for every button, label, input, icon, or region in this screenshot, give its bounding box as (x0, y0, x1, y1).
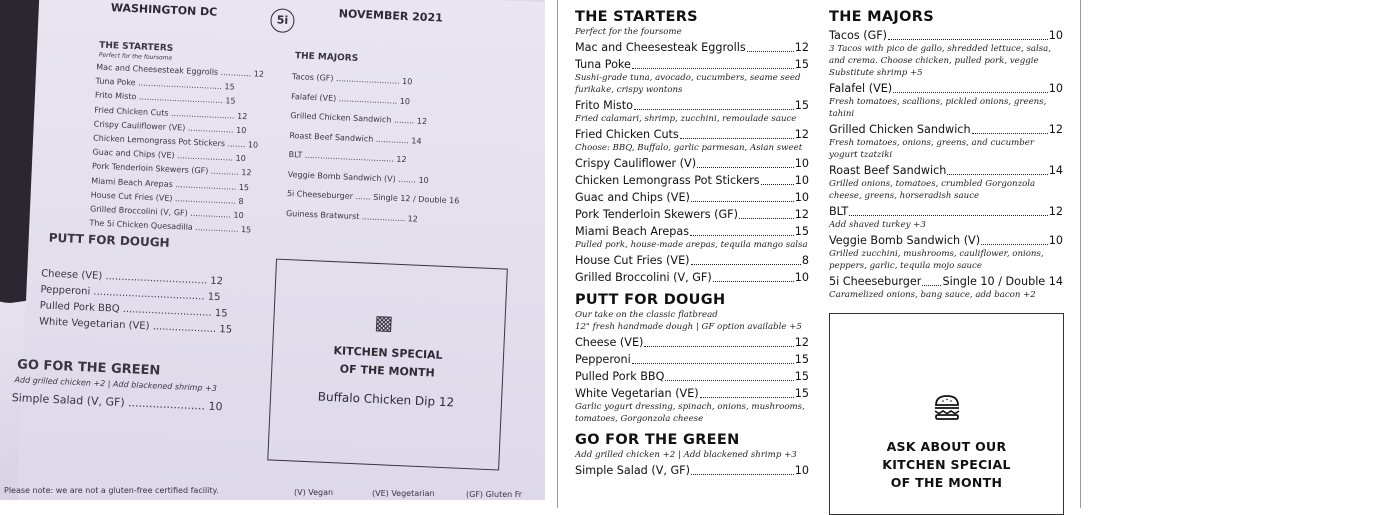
photo-line: Falafel (VE) ....................... 10 (290, 91, 411, 106)
item-price: 15 (794, 370, 809, 383)
leader-dots (691, 201, 794, 202)
item-name: Guac and Chips (VE) (575, 191, 690, 204)
menu-item (829, 122, 1063, 137)
photo-header-left: WASHINGTON DC (110, 1, 218, 19)
leader-dots (922, 285, 941, 286)
leader-dots (690, 235, 794, 236)
photo-line: Mac and Cheesesteak Eggrolls ............ 12 (96, 62, 265, 79)
item-price: 12 (1048, 205, 1063, 218)
menu-item (575, 40, 809, 55)
item-price: 14 (1048, 164, 1063, 177)
menu-item (575, 253, 809, 268)
dough-list (575, 335, 809, 425)
leader-dots (713, 281, 794, 282)
item-price: 15 (794, 387, 809, 400)
menu-item (575, 369, 809, 384)
photo-special-box (267, 259, 508, 471)
photo-starters-sub: Perfect for the foursome (98, 51, 173, 62)
photo-line: Grilled Broccolini (V, GF) ................ 10 (89, 204, 244, 221)
photo-starters-list (89, 61, 264, 239)
leader-dots (680, 138, 794, 139)
photo-dough-list (39, 266, 235, 338)
burger-icon (932, 392, 962, 422)
menu-item (575, 127, 809, 142)
item-description: Fried calamari, shrimp, zucchini, remoulade sauce (575, 114, 797, 124)
photo-majors-list (286, 67, 465, 230)
item-price: 15 (794, 225, 809, 238)
photo-line: Crispy Cauliflower (VE) .................. 10 (93, 119, 247, 135)
menu-panel (557, 0, 1081, 508)
menu-item (575, 386, 809, 401)
item-price: 15 (794, 99, 809, 112)
item-price: 12 (794, 41, 809, 54)
item-description: Fresh tomatoes, scallions, pickled onions, greens, tahini (829, 97, 1047, 119)
item-name: Pulled Pork BBQ (575, 370, 665, 383)
menu-item (829, 274, 1063, 289)
majors-title: THE MAJORS (829, 9, 934, 25)
item-price: 15 (794, 58, 809, 71)
photo-line: 5i Cheeseburger ...... Single 12 / Double 16 (286, 188, 460, 206)
special-line-1: ASK ABOUT OUR (886, 439, 1007, 454)
item-name: Pepperoni (575, 353, 631, 366)
photo-line: Guiness Bratwurst ................. 12 (285, 208, 419, 224)
item-name: Chicken Lemongrass Pot Stickers (575, 174, 760, 187)
item-description: Choose: BBQ, Buffalo, garlic parmesan, Asian sweet (575, 143, 803, 153)
menu-item (829, 204, 1063, 219)
item-description: 3 Tacos with pico de gallo, shredded lettuce, salsa, and crema. Choose chicken, pulled pork, veggie Substitute shrimp +5 (829, 44, 1052, 78)
item-name: Miami Beach Arepas (575, 225, 690, 238)
leader-dots (691, 474, 794, 475)
item-name: Veggie Bomb Sandwich (V) (829, 234, 981, 247)
photo-footnote: Please note: we are not a gluten-free certified facility. (4, 486, 219, 495)
photo-burger-icon: ▩ (373, 309, 394, 335)
item-description: Pulled pork, house-made arepas, tequila mango salsa (575, 240, 808, 250)
photo-line: Guac and Chips (VE) ...................... 10 (92, 147, 246, 164)
menu-item (575, 270, 809, 285)
photo-line: The 5i Chicken Quesadilla ................. 15 (89, 218, 252, 235)
photo-line: Pulled Pork BBQ ............................ 15 (39, 300, 228, 320)
green-section (575, 431, 809, 478)
leader-dots (893, 92, 1048, 93)
item-price: 10 (1048, 82, 1063, 95)
photo-line: Pepperoni ................................... 15 (40, 284, 221, 304)
item-description: Fresh tomatoes, onions, greens, and cucumber yogurt tzatziki (829, 138, 1034, 160)
menu-item (829, 233, 1063, 248)
majors-list (829, 28, 1063, 301)
photo-special-title-2: OF THE MONTH (339, 362, 435, 380)
item-description: Caramelized onions, bang sauce, add bacon +2 (829, 290, 1036, 300)
item-price: 10 (1048, 29, 1063, 42)
item-name: Tuna Poke (575, 58, 631, 71)
photo-legend-vegan: (V) Vegan (294, 488, 334, 497)
photo-line: Tacos (GF) ......................... 10 (291, 72, 413, 87)
leader-dots (739, 218, 794, 219)
leader-dots (632, 363, 794, 364)
photo-line: Cheese (VE) ................................ 12 (40, 268, 224, 288)
photo-line: BLT ................................... 12 (288, 150, 407, 165)
leader-dots (634, 109, 794, 110)
green-title: GO FOR THE GREEN (575, 432, 740, 448)
item-name: Grilled Chicken Sandwich (829, 123, 971, 136)
photo-majors-title: THE MAJORS (294, 51, 359, 64)
item-price: 12 (1048, 123, 1063, 136)
photo-line: Veggie Bomb Sandwich (V) ....... 10 (287, 169, 429, 185)
dough-subtitle-2: 12" fresh handmade dough | GF option available +5 (575, 322, 802, 332)
special-line-2: KITCHEN SPECIAL (882, 457, 1011, 472)
photo-logo: 5i (270, 8, 295, 33)
item-price: 12 (794, 208, 809, 221)
photo-green-title: GO FOR THE GREEN (16, 357, 161, 379)
item-name: Cheese (VE) (575, 336, 644, 349)
item-name: Crispy Cauliflower (V) (575, 157, 697, 170)
item-name: House Cut Fries (VE) (575, 254, 690, 267)
leader-dots (888, 39, 1048, 40)
menu-item (829, 163, 1063, 178)
dough-title: PUTT FOR DOUGH (575, 292, 726, 308)
leader-dots (849, 215, 1048, 216)
leader-dots (697, 167, 794, 168)
photo-line: Pork Tenderloin Skewers (GF) ........... 12 (91, 161, 252, 178)
leader-dots (700, 397, 794, 398)
photo-line: Roast Beef Sandwich ............. 14 (289, 130, 422, 146)
item-name: White Vegetarian (VE) (575, 387, 699, 400)
leader-dots (981, 244, 1048, 245)
item-name: Pork Tenderloin Skewers (GF) (575, 208, 738, 221)
dough-section (575, 291, 809, 425)
photo-legend-vegetarian: (VE) Vegetarian (372, 489, 435, 498)
leader-dots (947, 174, 1047, 175)
green-list (575, 463, 809, 478)
menu-item (575, 190, 809, 205)
leader-dots (972, 133, 1048, 134)
item-description: Garlic yogurt dressing, spinach, onions, mushrooms, tomatoes, Gorgonzola cheese (575, 402, 805, 424)
starters-subtitle: Perfect for the foursome (575, 27, 682, 37)
item-price: 10 (794, 464, 809, 477)
item-price: 10 (794, 191, 809, 204)
kitchen-special-box (829, 313, 1064, 515)
photo-starters-title: THE STARTERS (98, 40, 174, 54)
photo-line: Grilled Chicken Sandwich ........ 12 (290, 111, 428, 127)
item-price: 10 (794, 271, 809, 284)
item-price: 8 (801, 254, 809, 267)
item-name: Falafel (VE) (829, 82, 893, 95)
photo-header-right: NOVEMBER 2021 (338, 7, 444, 25)
item-name: Fried Chicken Cuts (575, 128, 679, 141)
item-price: Single 10 / Double 14 (942, 275, 1063, 288)
green-subtitle: Add grilled chicken +2 | Add blackened shrimp +3 (575, 450, 797, 460)
leader-dots (632, 68, 794, 69)
photo-line: House Cut Fries (VE) ........................ 8 (90, 190, 244, 206)
special-line-3: OF THE MONTH (890, 475, 1003, 490)
menu-item (575, 207, 809, 222)
item-name: Roast Beef Sandwich (829, 164, 947, 177)
leader-dots (665, 380, 793, 381)
item-description: Add shaved turkey +3 (829, 220, 926, 230)
photo-paper (11, 0, 545, 500)
menu-left-column (575, 8, 809, 478)
menu-item (575, 57, 809, 72)
item-price: 12 (794, 128, 809, 141)
menu-item (575, 335, 809, 350)
item-name: Tacos (GF) (829, 29, 888, 42)
item-name: Simple Salad (V, GF) (575, 464, 690, 477)
menu-item (829, 81, 1063, 96)
photo-line: Fried Chicken Cuts ......................... 12 (94, 105, 248, 121)
menu-item (575, 156, 809, 171)
item-price: 12 (794, 336, 809, 349)
photo-special-title-1: KITCHEN SPECIAL (333, 344, 443, 362)
starters-section (575, 8, 809, 285)
menu-photo (0, 0, 545, 500)
photo-line: White Vegetarian (VE) .................... 15 (38, 316, 233, 336)
menu-item (575, 463, 809, 478)
item-name: BLT (829, 205, 849, 218)
leader-dots (761, 184, 794, 185)
photo-special-item: Buffalo Chicken Dip 12 (317, 389, 455, 410)
photo-line: Frito Misto ................................. 15 (94, 90, 236, 107)
photo-dough-title: PUTT FOR DOUGH (48, 230, 170, 250)
menu-item (575, 352, 809, 367)
menu-item (575, 224, 809, 239)
photo-line: Tuna Poke ................................. 15 (95, 76, 235, 92)
item-name: Mac and Cheesesteak Eggrolls (575, 41, 746, 54)
photo-line: Chicken Lemongrass Pot Stickers ....... 10 (92, 133, 259, 150)
menu-item (575, 173, 809, 188)
item-price: 10 (794, 157, 809, 170)
leader-dots (691, 264, 801, 265)
special-text (830, 438, 1063, 492)
item-name: Frito Misto (575, 99, 633, 112)
item-price: 10 (1048, 234, 1063, 247)
starters-title: THE STARTERS (575, 9, 698, 25)
photo-line: Miami Beach Arepas ........................ 15 (91, 176, 250, 192)
item-description: Grilled zucchini, mushrooms, cauliflower, onions, peppers, garlic, tequila mojo sauce (829, 249, 1044, 271)
menu-item (575, 98, 809, 113)
item-description: Sushi-grade tuna, avocado, cucumbers, seame seed furikake, crispy wontons (575, 73, 801, 95)
item-price: 15 (794, 353, 809, 366)
leader-dots (747, 51, 794, 52)
item-name: Grilled Broccolini (V, GF) (575, 271, 712, 284)
starters-list (575, 40, 809, 285)
leader-dots (644, 346, 793, 347)
menu-right-column (829, 8, 1063, 301)
photo-green-sub: Add grilled chicken +2 | Add blackened shrimp +3 (14, 375, 218, 394)
menu-item (829, 28, 1063, 43)
dough-subtitle-1: Our take on the classic flatbread (575, 310, 718, 320)
photo-green-line: Simple Salad (V, GF) ...................... 10 (11, 391, 223, 414)
item-price: 10 (794, 174, 809, 187)
item-name: 5i Cheeseburger (829, 275, 922, 288)
item-description: Grilled onions, tomatoes, crumbled Gorgonzola cheese, greens, horseradish sauce (829, 179, 1036, 201)
photo-legend-glutenfree: (GF) Gluten Fr (466, 490, 523, 499)
